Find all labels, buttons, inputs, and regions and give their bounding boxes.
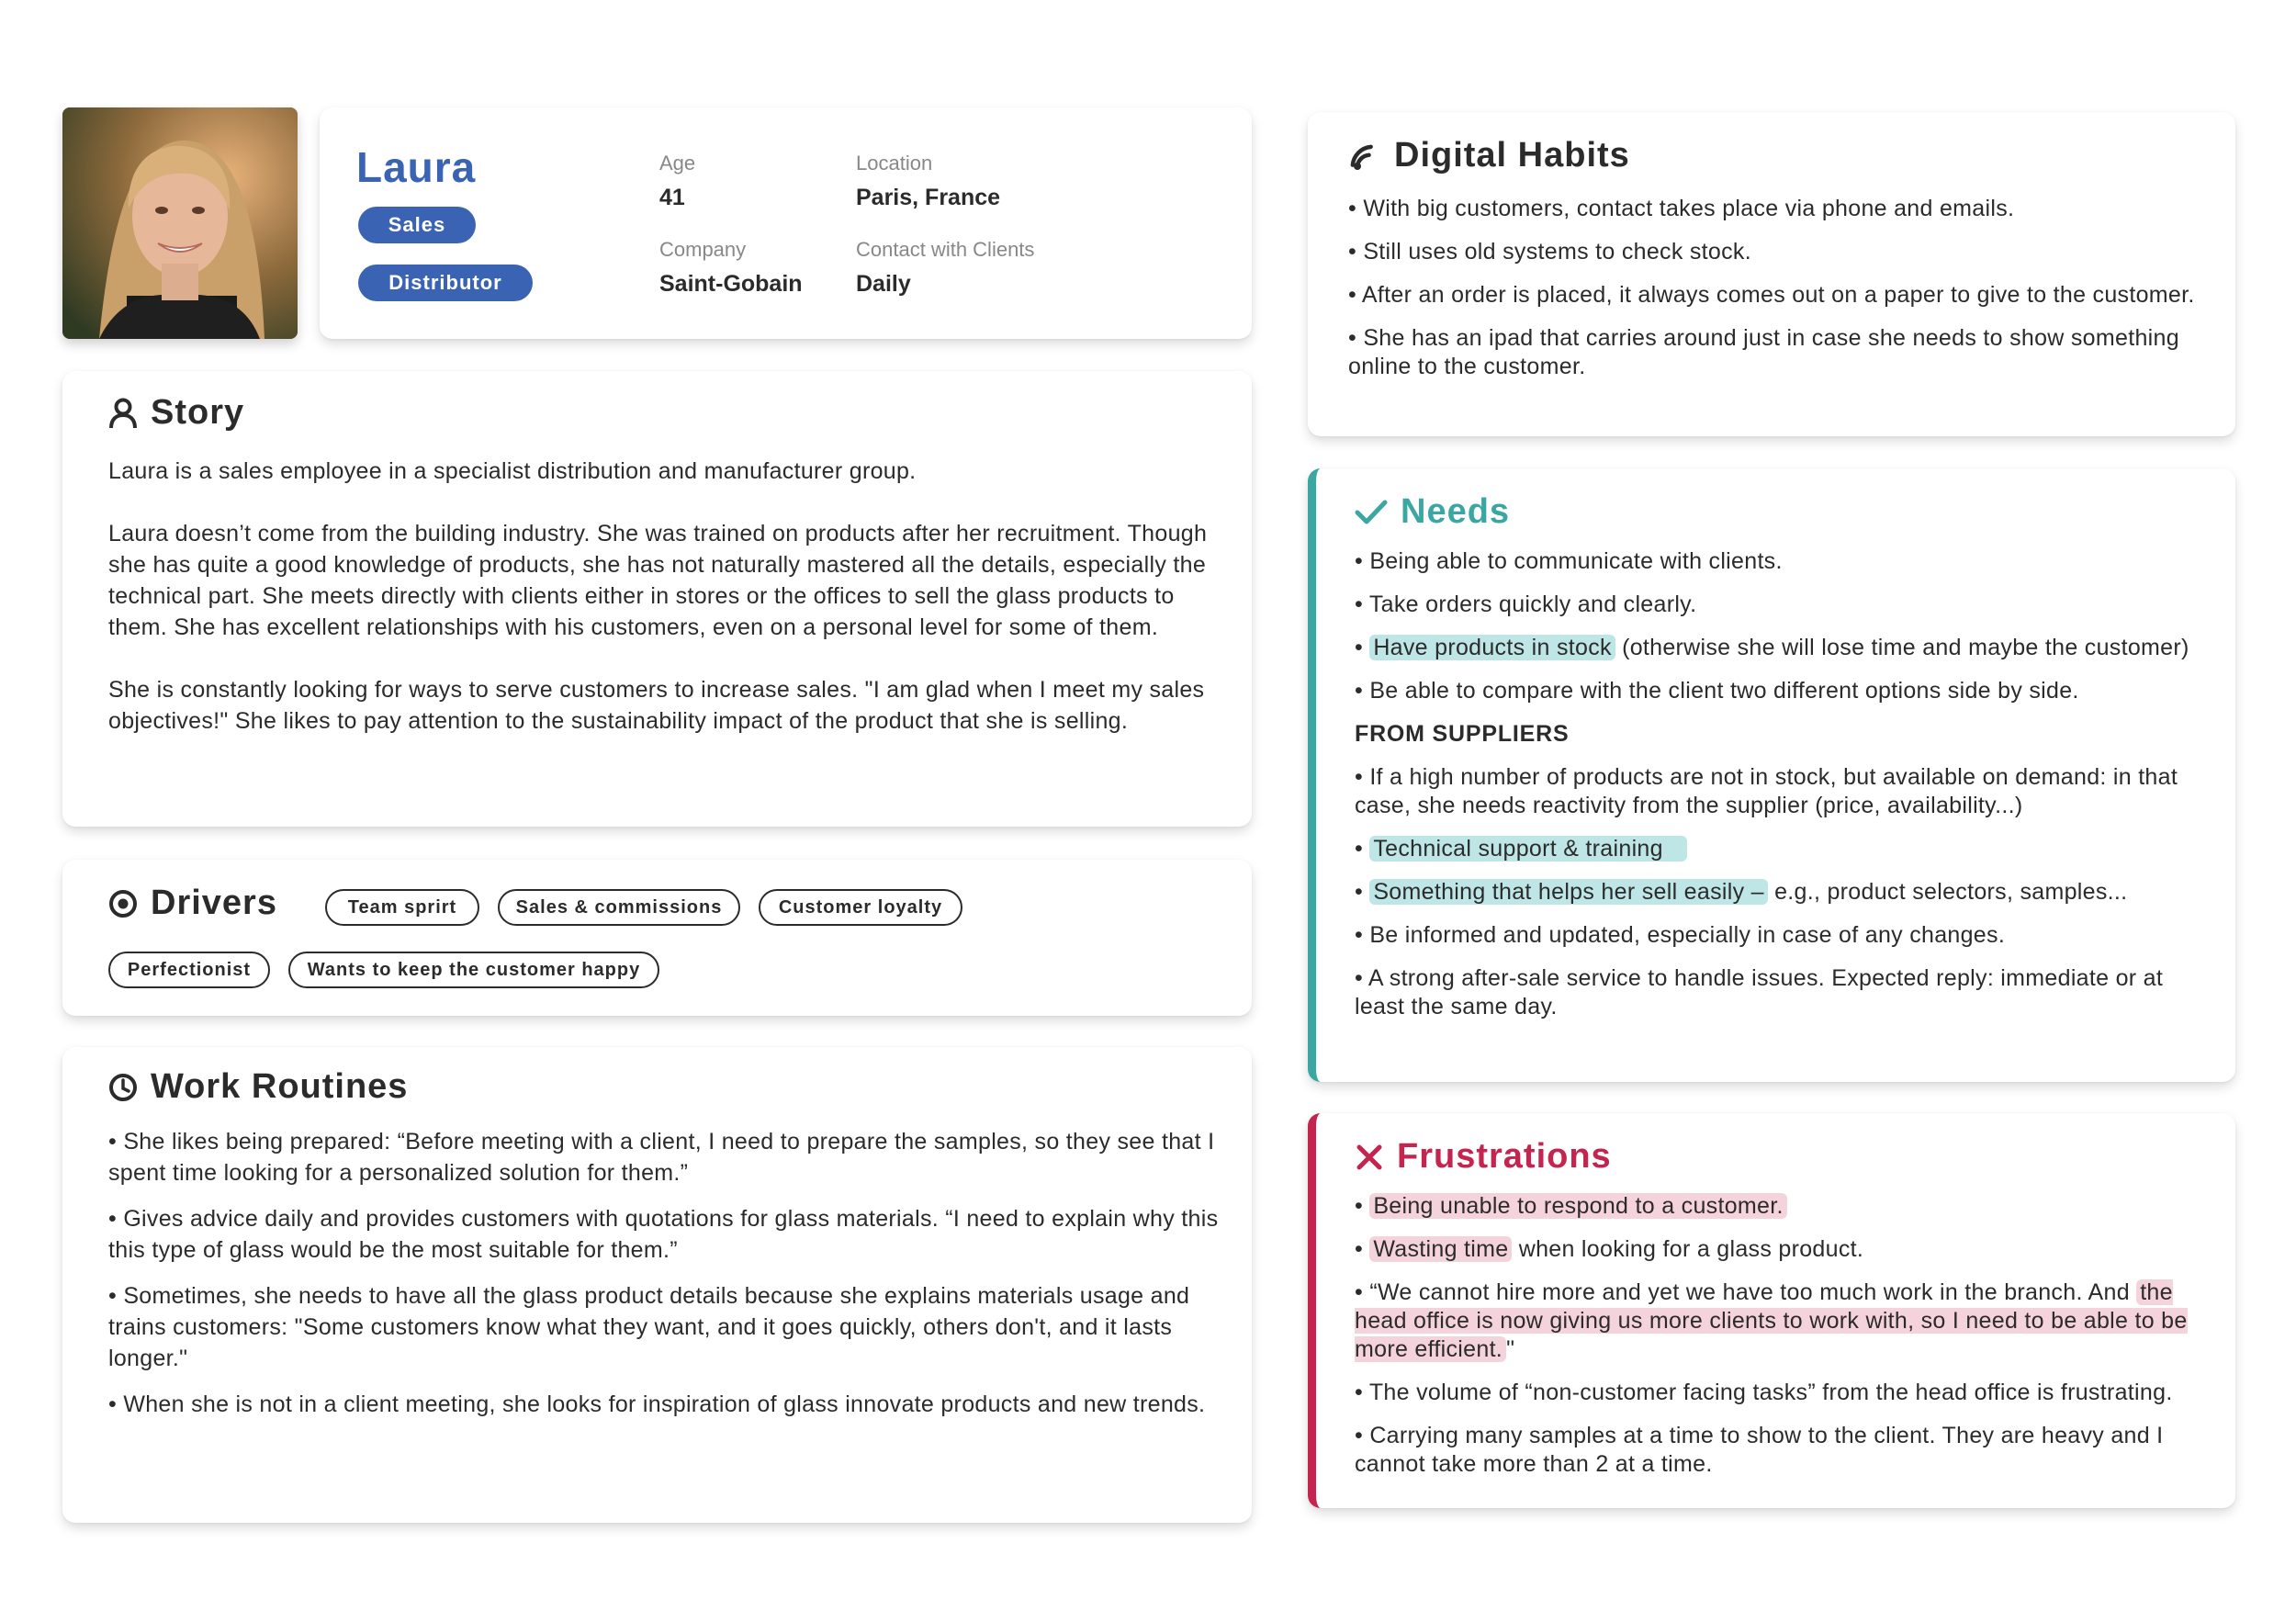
location-label: Location	[856, 152, 933, 175]
list-item: • Something that helps her sell easily – e.g., product selectors, samples...	[1355, 878, 2209, 907]
list-item: • The volume of “non-customer facing tasks” from the head office is frustrating.	[1355, 1379, 2209, 1407]
list-item: • Sometimes, she needs to have all the glass product details because she explains materials usage and trains customers: "Some customers know what they want, and it goes quickly, others don't, and it lasts longer."	[108, 1280, 1224, 1374]
role-badge-distributor: Distributor	[358, 265, 533, 301]
frustrations-card	[1308, 1113, 2235, 1508]
driver-tag: Sales & commissions	[498, 889, 740, 926]
contact-value: Daily	[856, 271, 911, 297]
persona-name: Laura	[356, 143, 477, 191]
wifi-signal-icon	[1350, 141, 1381, 171]
list-item: • Have products in stock (otherwise she will lose time and maybe the customer)	[1355, 634, 2209, 662]
highlight: Being unable to respond to a customer.	[1369, 1193, 1786, 1219]
suppliers-heading: FROM SUPPLIERS	[1355, 721, 1570, 747]
digital-habits-card	[1308, 112, 2235, 436]
needs-title: Needs	[1401, 492, 1511, 531]
target-icon	[108, 889, 138, 918]
story-paragraph: Laura is a sales employee in a specialist distribution and manufacturer group.	[108, 458, 917, 484]
contact-label: Contact with Clients	[856, 238, 1035, 261]
work-routines-list	[108, 1126, 1224, 1435]
work-routines-title: Work Routines	[151, 1067, 409, 1106]
company-value: Saint-Gobain	[659, 271, 803, 297]
list-item: • If a high number of products are not in stock, but available on demand: in that case, she needs reactivity from the supplier (price, availability...)	[1355, 763, 2209, 820]
list-item	[1355, 835, 2209, 863]
highlight: the head office is now giving us more clients to work with, so I need to be able to be more efficient.	[1355, 1279, 2188, 1362]
list-item: • Take orders quickly and clearly.	[1355, 591, 2209, 619]
story-paragraph: She is constantly looking for ways to serve customers to increase sales. "I am glad when I meet my sales objectives!" She likes to pay attention to the sustainability impact of the product that she is selling.	[108, 677, 1205, 734]
story-title: Story	[151, 393, 245, 432]
driver-tag: Wants to keep the customer happy	[288, 952, 659, 988]
story-text	[108, 456, 1220, 737]
highlight: Technical support & training	[1369, 836, 1687, 862]
digital-habits-list	[1348, 195, 2202, 396]
work-routines-heading	[108, 1067, 408, 1107]
age-value: 41	[659, 185, 685, 210]
drivers-title: Drivers	[151, 884, 277, 922]
list-item: • Still uses old systems to check stock.	[1348, 238, 2202, 266]
list-item: • When she is not in a client meeting, she looks for inspiration of glass innovate products and new trends.	[108, 1389, 1224, 1420]
story-heading	[108, 393, 244, 433]
role-badge-sales: Sales	[358, 207, 476, 243]
list-item: • With big customers, contact takes place via phone and emails.	[1348, 195, 2202, 223]
list-item: • Being able to communicate with clients.	[1355, 547, 2209, 576]
check-icon	[1355, 499, 1388, 526]
drivers-heading	[108, 884, 277, 923]
story-paragraph: Laura doesn’t come from the building industry. She was trained on products after her recruitment. Though she has quite a good knowledge of products, she has not naturally mastered all the details, especially the technical part. She meets directly with clients either in stores or the offices to sell the glass products to them. She has excellent relationships with his customers, even on a personal level for some of them.	[108, 521, 1208, 640]
list-item: • “We cannot hire more and yet we have too much work in the branch. And the head office is now giving us more clients to work with, so I need to be able to be more efficient. "	[1355, 1278, 2209, 1364]
digital-habits-heading	[1350, 136, 1630, 175]
digital-habits-title: Digital Habits	[1394, 136, 1630, 175]
profile-card	[320, 107, 1252, 339]
list-item: • Be informed and updated, especially in case of any changes.	[1355, 921, 2209, 950]
driver-tag: Perfectionist	[108, 952, 270, 988]
story-card	[62, 371, 1252, 827]
list-item: • A strong after-sale service to handle issues. Expected reply: immediate or at least the same day.	[1355, 964, 2209, 1021]
location-value: Paris, France	[856, 185, 1001, 210]
work-routines-card	[62, 1047, 1252, 1523]
list-item: • She likes being prepared: “Before meeting with a client, I need to prepare the samples, so they see that I spent time looking for a personalized solution for them.”	[108, 1126, 1224, 1188]
list-item: • After an order is placed, it always comes out on a paper to give to the customer.	[1348, 281, 2202, 310]
needs-heading	[1355, 492, 1510, 532]
list-item: • Gives advice daily and provides customers with quotations for glass materials. “I need to explain why this this type of glass would be the most suitable for them.”	[108, 1203, 1224, 1266]
frustrations-list	[1355, 1192, 2209, 1493]
close-icon	[1355, 1143, 1384, 1172]
list-item	[1355, 1192, 2209, 1221]
clock-icon	[108, 1073, 138, 1102]
age-label: Age	[659, 152, 696, 175]
needs-list	[1355, 547, 2209, 1036]
frustrations-title: Frustrations	[1397, 1137, 1612, 1176]
highlight: Have products in stock	[1369, 635, 1615, 660]
drivers-card	[62, 860, 1252, 1016]
driver-tag: Team sprirt	[325, 889, 479, 926]
list-item: • She has an ipad that carries around just in case she needs to show something online to the customer.	[1348, 324, 2202, 381]
company-label: Company	[659, 238, 747, 261]
list-item: • Carrying many samples at a time to show to the client. They are heavy and I cannot take more than 2 at a time.	[1355, 1422, 2209, 1479]
user-icon	[108, 398, 138, 429]
list-item: • Be able to compare with the client two different options side by side.	[1355, 677, 2209, 705]
driver-tag: Customer loyalty	[759, 889, 962, 926]
profile-photo	[62, 107, 298, 339]
highlight: Something that helps her sell easily –	[1369, 879, 1768, 905]
list-item: • Wasting time when looking for a glass product.	[1355, 1235, 2209, 1264]
highlight: Wasting time	[1369, 1236, 1512, 1262]
frustrations-heading	[1355, 1137, 1612, 1177]
needs-card	[1308, 468, 2235, 1082]
